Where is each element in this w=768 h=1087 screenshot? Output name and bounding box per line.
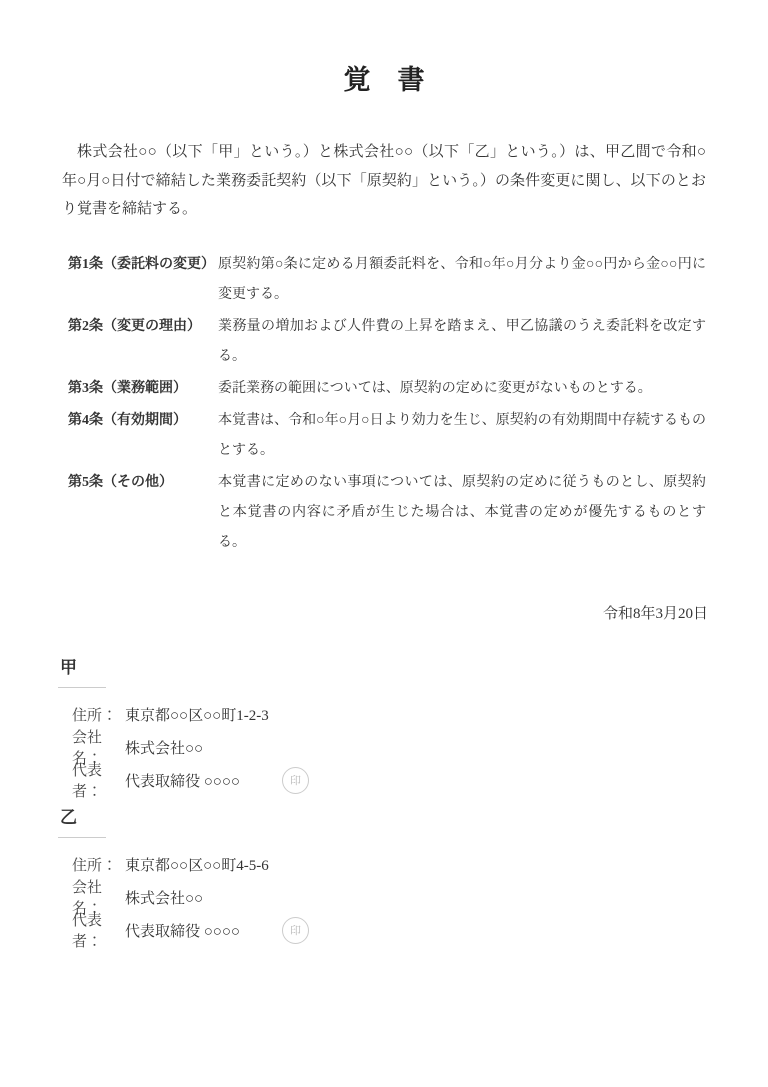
signature-section xyxy=(58,657,768,950)
article-body: 委託業務の範囲については、原契約の定めに変更がないものとする。 xyxy=(218,380,652,396)
signature-value: 株式会社○○ xyxy=(125,740,204,757)
article-body: 業務量の増加および人件費の上昇を踏まえ、甲乙協議のうえ委託料を改定する。 xyxy=(218,318,706,364)
article-row-5 xyxy=(68,468,706,558)
signature-row-address xyxy=(72,848,768,881)
article-body: 本覚書は、令和○年○月○日より効力を生じ、原契約の有効期間中存続するものとする。 xyxy=(218,412,706,458)
signature-label: 住所： xyxy=(72,857,118,874)
signature-row-company xyxy=(72,730,768,767)
signature-value: 株式会社○○ xyxy=(125,890,204,907)
signature-label: 住所： xyxy=(72,707,118,724)
seal-icon: 印 xyxy=(282,767,309,794)
article-body: 本覚書に定めのない事項については、原契約の定めに従うものとし、原契約と本覚書の内容に矛盾が生じた場合は、本覚書の定めが優先するものとする。 xyxy=(218,474,706,550)
party-heading: 乙 xyxy=(58,807,106,838)
party-section-kou xyxy=(58,657,768,800)
party-rows xyxy=(72,848,768,950)
article-row-3 xyxy=(68,374,706,404)
signature-value: 東京都○○区○○町1-2-3 xyxy=(125,707,269,724)
document-date: 令和8年3月20日 xyxy=(602,605,708,622)
party-heading: 甲 xyxy=(58,657,106,688)
signature-row-representative xyxy=(72,763,768,800)
article-label: 第4条（有効期間） xyxy=(68,412,187,428)
party-rows xyxy=(72,698,768,800)
signature-value: 東京都○○区○○町4-5-6 xyxy=(125,857,269,874)
signature-value: 代表取締役 ○○○○ xyxy=(125,923,240,940)
signature-row-representative xyxy=(72,913,768,950)
article-label: 第5条（その他） xyxy=(68,474,173,490)
signature-row-company xyxy=(72,880,768,917)
intro-paragraph: 株式会社○○（以下「甲」という。）と株式会社○○（以下「乙」という。）は、甲乙間で令和○年○月○日付で締結した業務委託契約（以下「原契約」という。）の条件変更に関し、以下のとおり覚書を締結する。 xyxy=(62,144,706,217)
article-label: 第3条（業務範囲） xyxy=(68,380,187,396)
signature-label: 会社名： xyxy=(72,880,103,917)
signature-label: 代表者： xyxy=(72,913,103,950)
signature-label: 会社名： xyxy=(72,730,103,767)
article-label: 第1条（委託料の変更） xyxy=(68,256,215,272)
signature-row-address xyxy=(72,698,768,731)
article-label: 第2条（変更の理由） xyxy=(68,318,201,334)
article-row-2 xyxy=(68,312,706,372)
article-row-4 xyxy=(68,406,706,466)
party-section-otsu xyxy=(58,807,768,950)
signature-value: 代表取締役 ○○○○ xyxy=(125,773,240,790)
article-row-1 xyxy=(68,250,706,310)
signature-label: 代表者： xyxy=(72,763,103,800)
articles-section xyxy=(68,250,706,558)
document-title: 覚 書 xyxy=(343,65,425,95)
seal-icon: 印 xyxy=(282,917,309,944)
article-body: 原契約第○条に定める月額委託料を、令和○年○月分より金○○円から金○○円に変更する。 xyxy=(218,256,706,302)
